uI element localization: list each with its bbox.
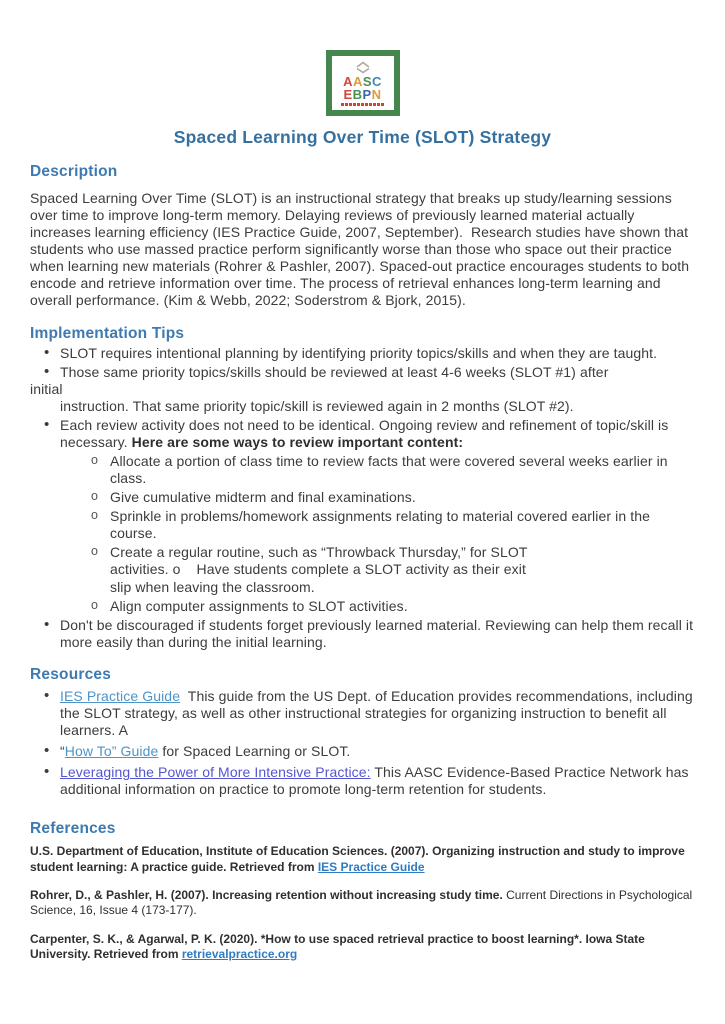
subtip-throwback-thursday — [30, 544, 695, 561]
ies-practice-guide-reference-link[interactable]: IES Practice Guide — [317, 859, 425, 874]
resources-list — [30, 688, 695, 798]
how-to-guide-link[interactable]: How To” Guide — [64, 743, 159, 760]
description-heading: Description — [30, 163, 118, 180]
ies-practice-guide-link[interactable]: IES Practice Guide — [60, 687, 181, 704]
aasc-ebpn-logo — [326, 50, 400, 116]
subtip-text: Give cumulative midterm and final examinations. — [110, 489, 416, 506]
logo-letter: A — [343, 73, 353, 89]
tip-text: SLOT requires intentional planning by identifying priority topics/skills and when they are taught. — [60, 344, 658, 361]
tip-text-bold: : — [458, 433, 464, 450]
retrievalpractice-link[interactable]: retrievalpractice.org — [181, 947, 298, 962]
description-paragraph: Spaced Learning Over Time (SLOT) is an instructional strategy that breaks up study/learning sessions over time to improve long-term memory. Delaying reviews of previously learned material actually increases learning efficiency (IES Practice Guide, 2007, September). Research studies have shown that students who use massed practice perform significantly worse than those who space out their practice when learning new materials (Rohrer & Pashler, 2007). Spaced-out practice encourages students to both encode and retrieve information over time. The process of retrieval enhances long-term learning and overall performance. (Kim & Webb, 2022; Soderstrom & Bjork, 2015). — [30, 190, 690, 309]
resource-item-leveraging-practice — [30, 764, 695, 798]
tip-text-instruction: instruction. That same priority topic/skill is reviewed again in 2 months (SLOT #2). — [60, 397, 574, 414]
tip-bullet-planning — [30, 345, 695, 362]
tip-text-initial: initial — [30, 380, 63, 397]
implementation-tips-heading: Implementation Tips — [30, 324, 185, 342]
resources-heading: Resources — [30, 665, 112, 683]
tip-text: Each review activity does not need to be identical. Ongoing review and refinement of topic/skill is necessary. — [60, 416, 669, 450]
subtip-sprinkle-homework — [30, 508, 695, 542]
subtip-text: Align computer assignments to SLOT activities. — [110, 597, 408, 614]
references-list — [30, 844, 695, 962]
resource-text: This guide from the US Dept. of Education provides recommendations, including the SLOT strategy, as well as other instructional strategies for organizing instruction to benefit all learners. A — [60, 687, 693, 739]
leveraging-practice-link[interactable]: Leveraging the Power of More Intensive Practice: — [60, 764, 371, 781]
logo-letter: P — [362, 86, 372, 102]
tip-text: Those same priority topics/skills should be reviewed at least 4-6 weeks (SLOT #1) after — [60, 363, 609, 380]
reference-rohrer-pashler — [30, 888, 695, 919]
reference-text: Carpenter, S. K., & Agarwal, P. K. (2020). *How to use spaced retrieval practice to boost learning*. Iowa State University. Retrieved from — [30, 931, 645, 962]
reference-carpenter-agarwal — [30, 932, 695, 963]
subtip-exit-slip-line: slip when leaving the classroom. — [110, 578, 315, 595]
resource-text: This AASC Evidence-Based Practice Network has additional information on practice to promote long-term retention for students. — [60, 764, 689, 798]
tip-text: Don't be discouraged if students forget previously learned material. Reviewing can help them recall it more easily than during the initial learning. — [60, 616, 694, 650]
reference-text: Current Directions in Psychological Science, 16, Issue 4 (173-177). — [30, 888, 693, 918]
logo-letter: N — [371, 86, 382, 102]
subtip-allocate-class-time — [30, 453, 695, 487]
reference-us-dept-education — [30, 844, 695, 875]
resource-item-ies-guide — [30, 688, 695, 739]
logo-letter: A — [352, 73, 363, 89]
implementation-tips-list — [30, 345, 695, 651]
subtip-cumulative-exams — [30, 489, 695, 506]
subtip-exit-slip-line: activities. o Have students complete a SLOT activity as their exit — [110, 561, 526, 578]
logo-letter: S — [362, 73, 373, 89]
resource-text: “ — [60, 743, 65, 760]
tip-bullet-review-activity — [30, 417, 695, 451]
subtip-text: Allocate a portion of class time to review facts that were covered several weeks earlier in class. — [110, 453, 668, 487]
hands-emblem-icon — [354, 61, 372, 74]
subtip-text: Create a regular routine, such as “Throwback Thursday,” for SLOT — [110, 544, 528, 561]
logo-text-ebpn — [343, 88, 381, 101]
resource-text: for Spaced Learning or SLOT. — [158, 743, 351, 760]
tip-text-bold: Here are some ways to review important content — [131, 433, 459, 450]
logo-letter: B — [352, 86, 363, 102]
reference-text: U.S. Department of Education, Institute of Education Sciences. (2007). Organizing instruction and study to improve student learning: A practice guide. Retrieved from — [30, 844, 685, 874]
logo-letter: E — [343, 86, 353, 102]
page-title: Spaced Learning Over Time (SLOT) Strategy — [173, 127, 552, 147]
logo-letter: C — [372, 73, 382, 89]
logo-tagline-bar — [341, 103, 385, 106]
tip-bullet-dont-be-discouraged — [30, 617, 695, 651]
resource-item-how-to-guide — [30, 743, 695, 760]
subtip-computer-assignments — [30, 598, 695, 615]
tip-bullet-review-schedule — [30, 364, 695, 381]
reference-text: Rohrer, D., & Pashler, H. (2007). Increasing retention without increasing study time. — [30, 888, 507, 903]
subtip-text: Sprinkle in problems/homework assignments relating to material covered earlier in the course. — [110, 508, 650, 542]
references-heading: References — [30, 820, 116, 838]
